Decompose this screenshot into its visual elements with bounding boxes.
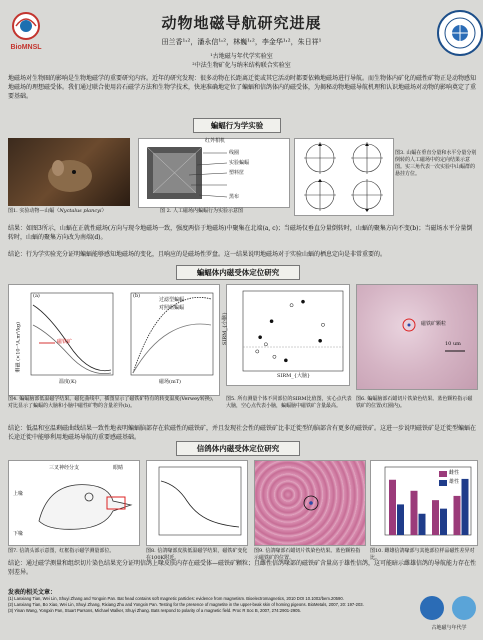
bat-icon xyxy=(8,138,130,206)
fig5-xlabel: SIRM_{大脑} xyxy=(277,373,311,379)
fig6-scale-bar-label: 10 um xyxy=(445,341,461,347)
footer-logo-1 xyxy=(420,596,444,620)
page-title: 动物地磁导航研究进展 xyxy=(161,14,322,32)
fig10-legend-swatch-2 xyxy=(439,480,447,486)
fig10-bar xyxy=(419,514,426,535)
fig10-legend-label-2: 雄性 xyxy=(449,479,460,485)
fig5-point xyxy=(319,339,322,342)
intro-text: 地磁场对生物圈的影响是生物地磁学的重要研究内容。近年的研究发现：很多动物在长距离迁徙或其它活动时都要依赖地磁场进行导航。而生物体内矿化的磁性矿物正是动物感知地磁场的理想磁受体。我们通过联合使用岩石磁学方法和生物学技术，快速准确地定位了蝙蝠和信鸽体内的磁受体，为揭秘动物地磁导航机理和认识地磁场对动物的影响奠定了重要基础。 xyxy=(8,75,477,100)
fig5-point xyxy=(264,343,267,346)
compass-diagram-icon xyxy=(295,139,393,215)
fig5-ylabel: SIRM_{小脑} xyxy=(222,311,229,346)
fig3-caption: 图3. 山蝠在垂直分量和水平分量分别倒转的人工磁场中的定向结果示意图。实三角代表一次实验中山蝠群的悬挂方位。 xyxy=(395,150,477,177)
fig10-bar xyxy=(411,491,418,535)
fig4-annotation: 磁铁矿 xyxy=(57,339,73,345)
fig10-bar xyxy=(440,509,447,535)
logo-left-text: BioMNSL xyxy=(10,44,42,51)
affiliation-1: ¹古地磁与年代学实验室 xyxy=(210,53,273,60)
label-coil: 线圈 xyxy=(229,150,240,156)
label-bat: 实验蝙蝠 xyxy=(229,160,250,166)
fig8-caption: 图8. 信鸽喙部皮肤低温磁学结果，磁铁矿变化在100K附近。 xyxy=(146,548,248,561)
reference-item: (2) Lanxiang Tian, Bo Xiao, Wei Lin, Shuyi Zhang, Rixiang Zhu and Yongxin Pan. Testing for the presence of magnetite in the upper-beak skin of homing pigeons. BioMetals, 2007, 20: 197-203. xyxy=(8,602,364,607)
fig4-legend-1: 过滤型蝙蝠 xyxy=(159,297,185,303)
fig5-point xyxy=(290,304,293,307)
section-heading-bat-receptor: 蝙蝠体内磁受体定位研究 xyxy=(176,265,300,280)
pigeon-tissue-icon xyxy=(255,461,365,545)
orientation-circles xyxy=(294,138,394,216)
fig6-label: 磁铁矿颗粒 xyxy=(421,321,447,327)
fig7-label-upper-beak: 上喙 xyxy=(13,491,24,497)
fig4a-panel-label: (a) xyxy=(33,293,40,299)
fig7-label-lower-beak: 下喙 xyxy=(13,531,24,537)
fig10-bar xyxy=(462,479,469,535)
label-basket: 塑料筐 xyxy=(229,170,245,176)
fig7-pigeon-head xyxy=(8,460,140,546)
fig6-caption: 图6. 蝙蝠脑部石蜡切片铁染色结果。蓝色颗粒指示磁铁矿的位置(红圈内)。 xyxy=(356,396,473,409)
fig4b-panel-label: (b) xyxy=(133,293,141,299)
references-list xyxy=(8,596,418,614)
fig7-caption: 图7. 信鸽头部示意图，红框指示磁学测量部位。 xyxy=(8,548,115,554)
section2-conclusion: 结论：低温和室温剩磁曲线结果一致性地表明蝙蝠脑部存在软磁性的磁铁矿，并且发现社会性的磁铁矿比非迁徙型的脑部含有更多的磁铁矿。这进一步说明磁铁矿是迁徙型蝙蝠在长途迁徙中能够利用地磁场导航的重要感磁基础。 xyxy=(8,425,477,441)
footer-logo-2 xyxy=(452,596,476,620)
affiliation-2: ²中法生物矿化与纳米结构联合实验室 xyxy=(192,62,291,69)
section1-result: 结果：如图3所示，山蝠在正就性磁场(方向与现今地磁场一致，强度两倍于地磁场)中聚集在北端(a, c)；当磁场仅垂直分量倒转时，山蝠的聚集方向不变(b)；当磁场水平分量倒转时，山蝠的聚集方向改为南端(d)。 xyxy=(8,225,473,241)
pigeon-head-icon xyxy=(9,461,139,545)
fig10-bar xyxy=(432,500,439,535)
authors: 田兰香¹˒²，潘永信¹˒²，林巍¹˒²，李金华¹˒²，朱日祥¹ xyxy=(161,38,322,46)
fig5-point xyxy=(270,320,273,323)
fig7-label-nerve: 三叉神经分支 xyxy=(49,465,80,471)
fig10-chart xyxy=(370,460,478,546)
bat-photo xyxy=(8,138,130,206)
fig4-caption: 图4. 蝙蝠脑部低温磁学结果。磁化曲线中，插图显示了磁铁矿特有的转变温度(Verwey转换)，对比显示了蝙蝠的大脑和小脑中磁性矿物的含量差异(b)。 xyxy=(8,396,217,409)
fig10-legend-label-1: 雌性 xyxy=(449,470,460,476)
fig4-xlabel-a: 温度(K) xyxy=(59,379,77,385)
fig9-caption: 图9. 信鸽喙部石蜡切片铁染色结果。蓝色颗粒指示磁铁矿的位置。 xyxy=(254,548,361,561)
fig10-bar xyxy=(454,496,461,535)
fig7-label-eye: 眼睛 xyxy=(113,465,124,471)
experiment-diagram xyxy=(138,138,290,208)
fig4-ylabel: 剩磁 (×10⁻³A.m²/kg) xyxy=(15,321,22,373)
fig10-bar xyxy=(389,480,396,535)
fig2-caption: 图 2. 人工磁场内蝙蝠行为实验示意图 xyxy=(160,208,243,214)
fig4-xlabel-b: 磁场(mT) xyxy=(159,379,181,385)
fig5-point xyxy=(273,355,276,358)
tissue-stain-icon xyxy=(357,285,477,389)
fig5-caption: 图5. 所有测量个体不同部位的SIRM比值图，实心点代表大脑，空心点代表小脑，蝙蝠脑中磁铁矿含量最高。 xyxy=(226,396,352,409)
section1-conclusion: 结论：行为学实验充分证明蝙蝠能够感知地磁场的变化，且响应的是磁场性罗盘。这一结果说明地磁场对于实验山蝠的栖息定向是非常重要的。 xyxy=(8,251,387,258)
fig1-caption: 图1. 实验动物—山蝠（Nyctalus plancyi） xyxy=(8,208,107,214)
fig4-legend-2: 对照组蝙蝠 xyxy=(159,305,185,311)
reference-item: (3) Yinan Wang, Yongxin Pan, Stuart Parsons, Michael Walker, Shuyi Zhang. Bats respond to polarity of a magnetic field. Proc R Soc B, 2007, 274:2901-2905. xyxy=(8,608,301,613)
fig6-micrograph xyxy=(356,284,478,390)
label-black-cloth: 黑布 xyxy=(229,194,240,200)
fig5-point xyxy=(321,323,324,326)
footer-lab-name: 古地磁与年代学 xyxy=(431,625,467,631)
fig5-point xyxy=(256,350,259,353)
fig4-curves xyxy=(9,285,219,395)
references-heading: 发表的相关文章： xyxy=(8,589,57,596)
fig5-point xyxy=(259,336,262,339)
fig5-point xyxy=(301,300,304,303)
fig10-caption: 图10. 雌雄信鸽喙部与其他部位样品磁性差异对比。 xyxy=(370,548,475,561)
fig5-scatter xyxy=(227,285,349,385)
coil-apparatus-icon xyxy=(139,139,289,207)
label-ir-camera: 红外相机 xyxy=(205,138,226,144)
section-heading-behavior: 蝙蝠行为学实验 xyxy=(193,118,281,133)
fig5-point xyxy=(284,359,287,362)
fig10-bars xyxy=(371,461,477,545)
fig5-chart xyxy=(222,284,350,386)
reference-item: (1) Lanxiang Tian, Wei Lin, Shuyi Zhang and Yongxin Pan. Bat head contains soft magnetic particles: evidence from magnetism. Bioelectromagnetics, 2010 DOI 10.1002/bem.20590. xyxy=(8,596,344,601)
fig10-bar xyxy=(397,504,404,535)
section3-conclusion: 结论：通过磁学测量和组织切片染色结果充分证明信鸽上喙皮肤内存在磁受体—磁铁矿颗粒；且雌性信鸽喙部的磁铁矿含量高于雄性信鸽，这可能暗示雌雄信鸽的导航能力存在性别差异。 xyxy=(8,560,477,576)
section-heading-pigeon-receptor: 信鸽体内磁受体定位研究 xyxy=(176,441,300,456)
fig8-curve xyxy=(147,461,247,545)
fig4-chart xyxy=(8,284,220,396)
fig10-legend-swatch-1 xyxy=(439,471,447,477)
fig9-micrograph xyxy=(254,460,366,546)
fig8-chart xyxy=(146,460,248,546)
